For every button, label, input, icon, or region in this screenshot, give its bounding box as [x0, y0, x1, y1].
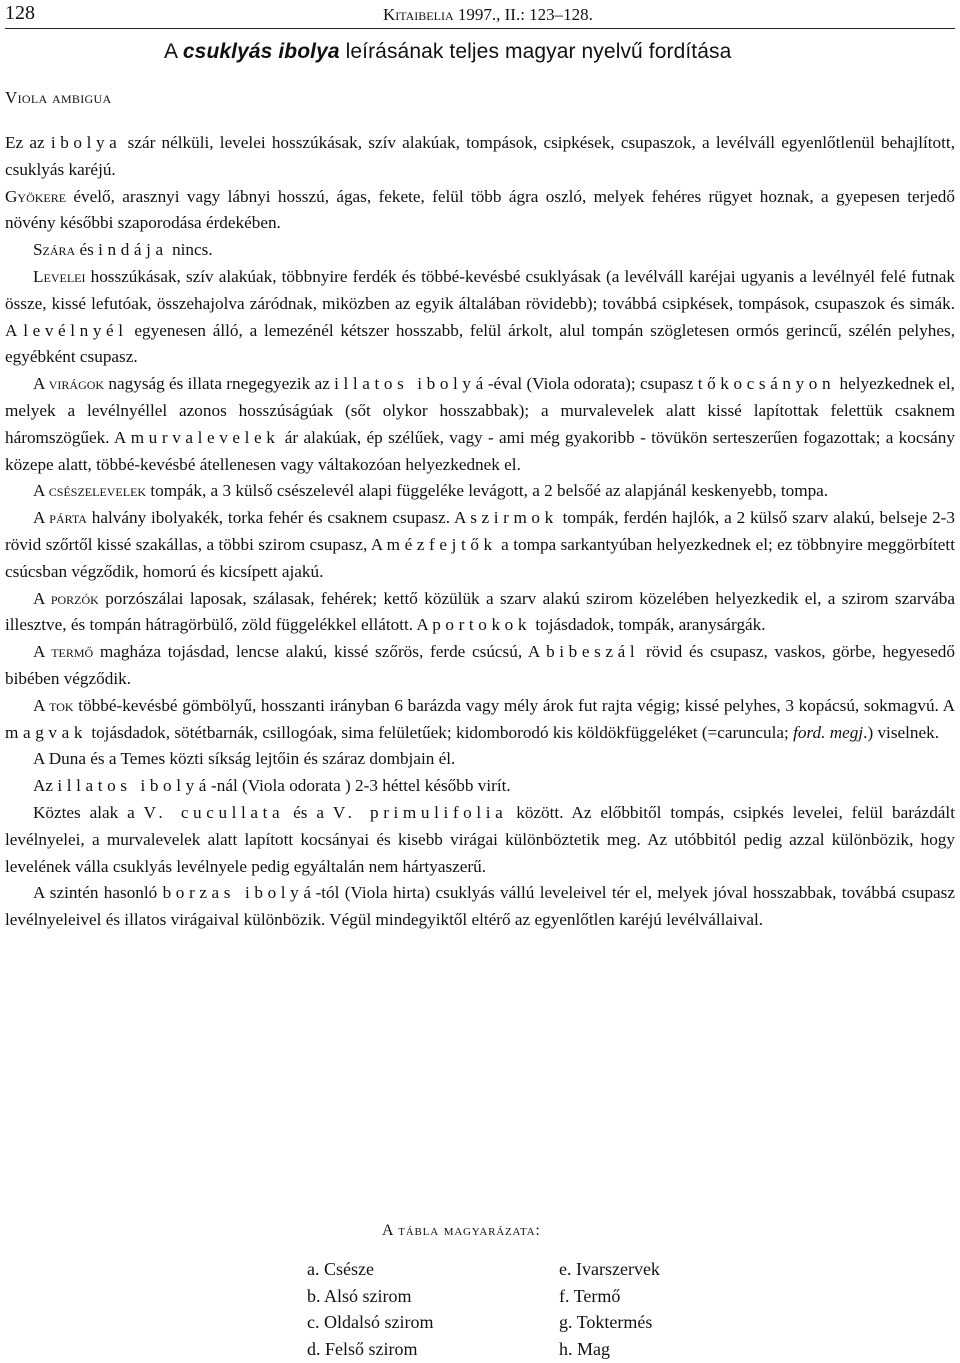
legend-row: [307, 1336, 827, 1363]
section-label: Szára: [33, 240, 76, 260]
section-label: porzók: [50, 588, 99, 608]
paragraph-comparison: Köztes alak a V. cucullata és a V. primulifolia között. Az előbbitől tompás, csipkés levelei, felül barázdált levélnyelei, a murvalevelek alatt lapított kocsányai és kisebb virágai különböztetik meg. Az utóbbitól pedig azzal különbözik, hogy levelének válla csuklyás levélnyele pedig egyáltalán nem hártyaszerű.: [5, 802, 955, 876]
legend-row: [307, 1283, 827, 1310]
legend-item: a. Csésze: [307, 1259, 374, 1279]
title-species: csuklyás ibolya: [182, 40, 340, 63]
plate-legend: [307, 1256, 827, 1362]
paragraph-flowering: Az illatos ibolyá-nál (Viola odorata ) 2-3 héttel később virít.: [33, 776, 511, 796]
running-header: [5, 2, 955, 29]
legend-item: c. Oldalsó szirom: [307, 1312, 434, 1333]
section-label: Gyökere: [5, 186, 67, 206]
paragraph-leaves: Levelei hosszúkásak, szív alakúak, többnyire ferdék és többé-kevésbé csuklyásak (a levélváll karéjai ugyanis a levélnyél felé futnak össze, kissé lefutóak, összehajolva záródnak, miközben az egyik általában rövidebb); továbbá csipkések, tompások, csupaszok és simák. A levélnyél egyenesen álló, a lemezénél kétszer hosszabb, felül árkolt, alul tompán szögletesen ormós gerincű, szélén pelyhes, egyébként csupasz.: [5, 266, 955, 367]
legend-item: h. Mag: [559, 1338, 610, 1359]
paragraph-stem: Szára és indája nincs.: [33, 240, 213, 260]
paragraph-habitat: A Duna és a Temes közti síkság lejtőin és száraz dombjain él.: [33, 749, 456, 769]
legend-item: b. Alsó szirom: [307, 1285, 412, 1306]
paragraph-capsule: A tok többé-kevésbé gömbölyű, hosszanti irányban 6 barázda vagy mély árok fut rajta végig; kissé pelyhes, 3 kopácsú, sokmagvú. A magvak tojásdadok, sötétbarnák, csillogóak, sima felületűek; kidomborodó kis köldökfüggeléket (=caruncula; ford. megj.) viselnek.: [5, 695, 955, 742]
article-body: [5, 130, 955, 934]
section-label: Levelei: [33, 266, 86, 286]
legend-item: f. Termő: [559, 1285, 621, 1306]
paragraph-corolla: A párta halvány ibolyakék, torka fehér és csaknem csupasz. A szirmok tompák, ferdén hajlók, a 2 külső szarv alakú, belseje 2-3 rövid szőrtől kissé szakállas, a többi szirom csupasz, A mézfejtők a tompa sarkantyúban helyezkednek el; ez többnyire meggörbített csúcsban végződik, homorú és kicsípett ajakú.: [5, 508, 955, 581]
paragraph-sepals: A csészelevelek tompák, a 3 külső csészelevél alapi függeléke levágott, a 2 belsőé az alapjánál keskenyebb, tompa.: [33, 481, 829, 501]
paragraph-intro: Ez az ibolya szár nélküli, levelei hosszúkásak, szív alakúak, tompások, csipkések, csupaszok, a levélváll egyenlőtlenül behajlított, csuklyás karéjú.: [5, 133, 956, 179]
legend-row: [307, 1256, 827, 1283]
species-name: Viola ambigua: [5, 88, 112, 107]
section-label: tok: [49, 695, 74, 715]
paragraph-flowers: A virágok nagyság és illata rnegegyezik az illatos ibolyá-éval (Viola odorata); csupasz tőkocsányon helyezkednek el, melyek a levélnyéllel azonos hosszúságúak (sőt olykor hosszabbak); a murvalevelek alatt kissé lapítottak felettük csaknem háromszögűek. A murvalevelek ár alakúak, ép szélűek, vagy - ami még gyakoribb - tövükön serteszerűen fogazottak; a kocsány közepe alatt, többé-kevésbé átellenesen vagy váltakozóan helyezkednek el.: [5, 374, 955, 474]
section-label: termő: [51, 642, 94, 662]
article-title: A csuklyás ibolya leírásának teljes magyar nyelvű fordítása: [164, 40, 732, 63]
section-label: párta: [49, 508, 87, 528]
legend-item: g. Toktermés: [559, 1312, 653, 1333]
paragraph-hirta: A szintén hasonló borzas ibolyá-tól (Viola hirta) csuklyás vállú leveleivel tér el, melyek jóval hosszabbak, továbbá csupasz levélnyeleivel és illatos virágaival különbözik. Végül mindegyiktől eltérő az egyenlőtlen karéjú levélvállaival.: [5, 883, 955, 930]
paragraph-root: Gyökere évelő, arasznyi vagy lábnyi hosszú, ágas, fekete, felül több ágra oszló, melyek fehéres rügyet hoznak, a gyepesen terjedő növény későbbi szaporodása érdekében.: [5, 186, 955, 233]
legend-item: e. Ivarszervek: [559, 1259, 660, 1279]
plate-legend-title: A tábla magyarázata:: [382, 1222, 541, 1239]
journal-citation: Kitaibelia 1997., II.: 123–128.: [383, 5, 593, 24]
section-label: csészelevelek: [48, 481, 147, 501]
legend-item: d. Felső szirom: [307, 1338, 418, 1359]
page-number: 128: [5, 2, 35, 24]
paragraph-stamens: A porzók porzószálai laposak, szálasak, fehérek; kettő közülük a szarv alakú szirom közelében helyezkedik el, a szirom szarvába illesztve, és tompán hátragörbülő, zöld függelékkel ellátott. A portokok tojásdadok, tompák, aranysárgák.: [5, 588, 955, 635]
section-label: virágok: [48, 374, 105, 394]
paragraph-pistil: A termő magháza tojásdad, lencse alakú, kissé szőrös, ferde csúcsú, A bibeszál rövid és csupasz, vaskos, görbe, hegyesedő bibében végződik.: [5, 642, 955, 688]
legend-row: [307, 1309, 827, 1336]
